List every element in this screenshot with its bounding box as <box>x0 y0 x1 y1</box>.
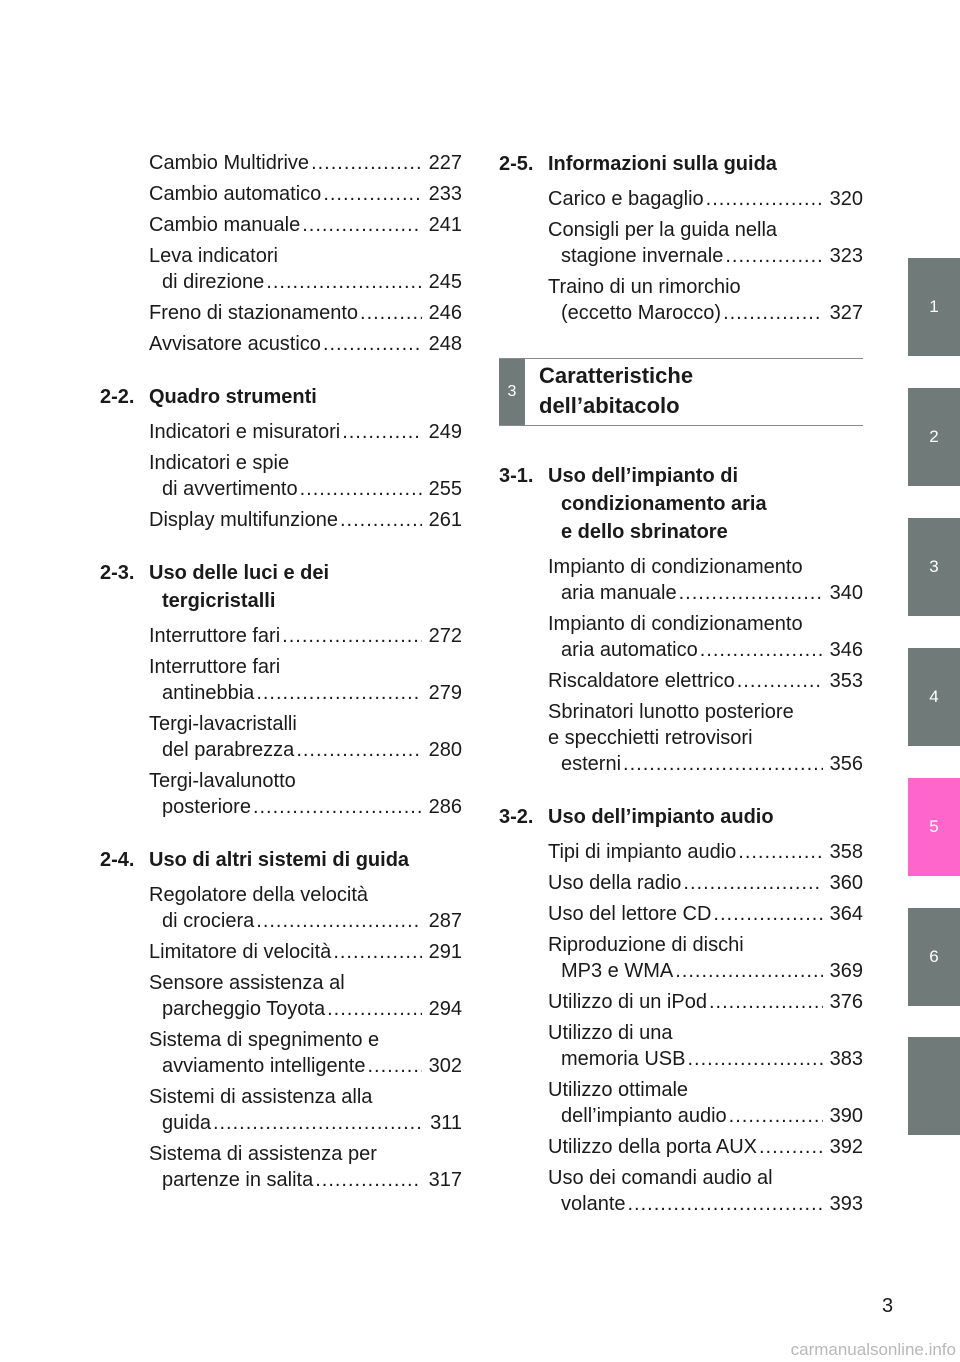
entry-title-line: di direzione <box>162 271 265 293</box>
entry-page-number: 241 <box>428 214 462 236</box>
leader-dots <box>623 751 823 777</box>
chapter-tab-5[interactable]: 5 <box>908 778 960 876</box>
leader-dots <box>311 150 422 176</box>
entry-title-line: Avvisatore acustico <box>149 333 321 355</box>
section-number: 3-1. <box>499 465 534 487</box>
entry-last-line <box>149 1053 462 1079</box>
section-number: 2-2. <box>100 386 135 408</box>
entry-title-line: e specchietti retrovisori <box>548 727 753 749</box>
section-number: 3-2. <box>499 806 534 828</box>
entry-last-line <box>149 996 462 1022</box>
leader-dots <box>302 212 422 238</box>
chapter-number-box: 3 <box>499 359 525 425</box>
toc-entry[interactable] <box>100 623 462 649</box>
leader-dots <box>213 1110 422 1136</box>
entry-title-line: Uso del lettore CD <box>548 903 712 925</box>
section-title-line: tergicristalli <box>162 590 276 612</box>
entry-last-line <box>548 751 863 777</box>
entry-last-line <box>548 901 863 927</box>
entry-page-number: 261 <box>428 509 462 531</box>
entry-title-line: aria manuale <box>561 582 677 604</box>
entry-page-number: 383 <box>829 1048 863 1070</box>
watermark: carmanualsonline.info <box>790 1340 956 1359</box>
entry-last-line <box>548 1191 863 1217</box>
entry-title-line: Freno di stazionamento <box>149 302 359 324</box>
section-heading <box>499 150 863 178</box>
entry-title-line: Sensore assistenza al <box>149 972 345 994</box>
leader-dots <box>253 794 422 820</box>
entry-last-line <box>548 580 863 606</box>
section-number: 2-4. <box>100 849 135 871</box>
entry-last-line <box>149 419 462 445</box>
entry-last-line <box>149 1110 462 1136</box>
entry-title-line: Carico e bagaglio <box>548 188 704 210</box>
entry-last-line <box>548 1103 863 1129</box>
toc-entry[interactable] <box>499 668 863 694</box>
leader-dots <box>296 737 422 763</box>
entry-last-line <box>149 269 462 295</box>
toc-entry[interactable] <box>100 150 462 176</box>
leader-dots <box>342 419 422 445</box>
entry-title-line: antinebbia <box>162 682 255 704</box>
entry-last-line <box>548 668 863 694</box>
toc-entry[interactable] <box>100 507 462 533</box>
entry-page-number: 255 <box>428 478 462 500</box>
entry-title-line: Impianto di condizionamento <box>548 613 803 635</box>
toc-entry[interactable] <box>100 300 462 326</box>
entry-last-line <box>149 1167 462 1193</box>
toc-entry[interactable] <box>499 699 863 777</box>
entry-last-line <box>548 243 863 269</box>
entry-title-line: (eccetto Marocco) <box>561 302 722 324</box>
entry-last-line <box>149 737 462 763</box>
toc-entry[interactable] <box>100 1084 462 1136</box>
leader-dots <box>323 331 422 357</box>
section-heading <box>499 803 863 831</box>
entry-title-line: partenze in salita <box>162 1169 314 1191</box>
entry-page-number: 364 <box>829 903 863 925</box>
entry-last-line <box>149 331 462 357</box>
entry-page-number: 279 <box>428 682 462 704</box>
entry-last-line <box>548 637 863 663</box>
entry-page-number: 356 <box>829 753 863 775</box>
entry-title-line: Utilizzo ottimale <box>548 1079 689 1101</box>
entry-title-line: Indicatori e spie <box>149 452 290 474</box>
leader-dots <box>256 908 422 934</box>
page-number: 3 <box>882 1295 894 1317</box>
entry-last-line <box>149 150 462 176</box>
chapter-tab-3[interactable]: 3 <box>908 518 960 616</box>
chapter-tab-1[interactable]: 1 <box>908 258 960 356</box>
toc-entry[interactable] <box>499 870 863 896</box>
entry-title-line: esterni <box>561 753 622 775</box>
entry-title-line: Display multifunzione <box>149 509 338 531</box>
toc-entry[interactable] <box>499 1020 863 1072</box>
entry-page-number: 233 <box>428 183 462 205</box>
entry-title-line: Uso dei comandi audio al <box>548 1167 773 1189</box>
leader-dots <box>759 1134 823 1160</box>
entry-title-line: Sbrinatori lunotto posteriore <box>548 701 794 723</box>
toc-entry[interactable] <box>499 1134 863 1160</box>
entry-title-line: avviamento intelligente <box>162 1055 366 1077</box>
chapter-title-line: dell’abitacolo <box>539 393 680 418</box>
entry-page-number: 249 <box>428 421 462 443</box>
entry-last-line <box>548 958 863 984</box>
toc-entry[interactable] <box>100 1141 462 1193</box>
chapter-tab-index[interactable] <box>908 1037 960 1135</box>
leader-dots <box>700 637 823 663</box>
section-title-line: Quadro strumenti <box>149 386 317 408</box>
toc-entry[interactable] <box>100 212 462 238</box>
entry-title-line: MP3 e WMA <box>561 960 674 982</box>
entry-page-number: 227 <box>428 152 462 174</box>
entry-page-number: 291 <box>428 941 462 963</box>
section-heading <box>100 846 462 874</box>
toc-entry[interactable] <box>100 970 462 1022</box>
leader-dots <box>333 939 422 965</box>
entry-page-number: 311 <box>430 1112 462 1134</box>
section-heading <box>100 383 462 411</box>
entry-last-line <box>548 1134 863 1160</box>
entry-page-number: 286 <box>428 796 462 818</box>
section-heading <box>499 462 863 546</box>
section-title-line: e dello sbrinatore <box>561 521 728 543</box>
section-title-line: Uso dell’impianto audio <box>548 806 774 828</box>
entry-last-line <box>548 1046 863 1072</box>
entry-page-number: 390 <box>829 1105 863 1127</box>
entry-title-line: del parabrezza <box>162 739 295 761</box>
leader-dots <box>738 839 823 865</box>
leader-dots <box>282 623 422 649</box>
toc-entry[interactable] <box>100 711 462 763</box>
entry-title-line: Tergi-lavalunotto <box>149 770 296 792</box>
entry-last-line <box>149 476 462 502</box>
entry-last-line <box>548 839 863 865</box>
entry-title-line: Leva indicatori <box>149 245 278 267</box>
toc-entry[interactable] <box>100 1027 462 1079</box>
toc-entry[interactable] <box>499 1077 863 1129</box>
entry-page-number: 280 <box>428 739 462 761</box>
entry-title-line: Utilizzo della porta AUX <box>548 1136 757 1158</box>
leader-dots <box>360 300 422 326</box>
entry-page-number: 317 <box>428 1169 462 1191</box>
toc-entry[interactable] <box>499 932 863 984</box>
leader-dots <box>367 1053 422 1079</box>
entry-page-number: 353 <box>829 670 863 692</box>
entry-page-number: 248 <box>428 333 462 355</box>
toc-right-column <box>499 150 863 1222</box>
toc-entry[interactable] <box>499 839 863 865</box>
entry-last-line <box>548 300 863 326</box>
leader-dots <box>737 668 823 694</box>
chapter-tab-2[interactable]: 2 <box>908 388 960 486</box>
entry-page-number: 358 <box>829 841 863 863</box>
entry-title-line: Sistema di spegnimento e <box>149 1029 380 1051</box>
section-number: 2-5. <box>499 153 534 175</box>
section-number: 2-3. <box>100 562 135 584</box>
entry-title-line: Sistema di assistenza per <box>149 1143 377 1165</box>
leader-dots <box>675 958 823 984</box>
leader-dots <box>323 181 422 207</box>
entry-title-line: di avvertimento <box>162 478 298 500</box>
section-title-line: Uso delle luci e dei <box>149 562 330 584</box>
entry-page-number: 287 <box>428 910 462 932</box>
toc-entry[interactable] <box>100 450 462 502</box>
entry-title-line: Limitatore di velocità <box>149 941 332 963</box>
toc-entry[interactable] <box>100 768 462 820</box>
entry-page-number: 346 <box>829 639 863 661</box>
entry-title-line: Interruttore fari <box>149 625 281 647</box>
leader-dots <box>713 901 823 927</box>
toc-entry[interactable] <box>499 186 863 212</box>
entry-title-line: dell’impianto audio <box>561 1105 727 1127</box>
leader-dots <box>723 300 823 326</box>
entry-page-number: 393 <box>829 1193 863 1215</box>
chapter-header <box>499 358 863 426</box>
leader-dots <box>256 680 422 706</box>
toc-entry[interactable] <box>499 989 863 1015</box>
entry-last-line <box>149 680 462 706</box>
entry-title-line: aria automatico <box>561 639 698 661</box>
toc-left-column <box>100 150 462 1198</box>
entry-title-line: Tergi-lavacristalli <box>149 713 297 735</box>
leader-dots <box>683 870 823 896</box>
entry-page-number: 340 <box>829 582 863 604</box>
entry-title-line: Uso della radio <box>548 872 682 894</box>
leader-dots <box>709 989 823 1015</box>
entry-last-line <box>149 794 462 820</box>
entry-title-line: Cambio manuale <box>149 214 301 236</box>
entry-title-line: Tipi di impianto audio <box>548 841 737 863</box>
section-title-line: condizionamento aria <box>561 493 767 515</box>
entry-last-line <box>548 870 863 896</box>
entry-last-line <box>548 989 863 1015</box>
leader-dots <box>725 243 823 269</box>
entry-title-line: volante <box>561 1193 626 1215</box>
toc-entry[interactable] <box>499 217 863 269</box>
entry-title-line: Riproduzione di dischi <box>548 934 744 956</box>
leader-dots <box>706 186 823 212</box>
entry-title-line: Traino di un rimorchio <box>548 276 741 298</box>
entry-page-number: 246 <box>428 302 462 324</box>
entry-last-line <box>149 212 462 238</box>
entry-last-line <box>149 181 462 207</box>
entry-last-line <box>548 186 863 212</box>
entry-last-line <box>149 300 462 326</box>
entry-page-number: 369 <box>829 960 863 982</box>
entry-title-line: stagione invernale <box>561 245 724 267</box>
entry-page-number: 360 <box>829 872 863 894</box>
section-title-line: Uso dell’impianto di <box>548 465 739 487</box>
leader-dots <box>327 996 422 1022</box>
toc-entry[interactable] <box>499 1165 863 1217</box>
toc-entry[interactable] <box>499 611 863 663</box>
entry-title-line: Indicatori e misuratori <box>149 421 341 443</box>
toc-entry[interactable] <box>100 419 462 445</box>
entry-title-line: guida <box>162 1112 211 1134</box>
leader-dots <box>729 1103 823 1129</box>
entry-title-line: Regolatore della velocità <box>149 884 369 906</box>
entry-page-number: 327 <box>829 302 863 324</box>
entry-title-line: di crociera <box>162 910 255 932</box>
entry-title-line: Utilizzo di un iPod <box>548 991 707 1013</box>
entry-title-line: Sistemi di assistenza alla <box>149 1086 373 1108</box>
toc-entry[interactable] <box>100 331 462 357</box>
toc-entry[interactable] <box>100 181 462 207</box>
entry-last-line <box>149 507 462 533</box>
chapter-tab-6[interactable]: 6 <box>908 908 960 1006</box>
chapter-tab-4[interactable]: 4 <box>908 648 960 746</box>
leader-dots <box>315 1167 422 1193</box>
toc-entry[interactable] <box>499 274 863 326</box>
entry-last-line <box>149 623 462 649</box>
leader-dots <box>300 476 422 502</box>
entry-page-number: 294 <box>428 998 462 1020</box>
section-heading <box>100 559 462 615</box>
entry-last-line <box>149 908 462 934</box>
toc-entry[interactable] <box>100 654 462 706</box>
toc-entry[interactable] <box>100 882 462 934</box>
entry-title-line: parcheggio Toyota <box>162 998 326 1020</box>
toc-entry[interactable] <box>100 243 462 295</box>
entry-page-number: 392 <box>829 1136 863 1158</box>
entry-page-number: 323 <box>829 245 863 267</box>
entry-page-number: 272 <box>428 625 462 647</box>
chapter-title-line: Caratteristiche <box>539 363 694 388</box>
entry-page-number: 245 <box>428 271 462 293</box>
entry-page-number: 302 <box>428 1055 462 1077</box>
entry-title-line: posteriore <box>162 796 251 818</box>
entry-title-line: Utilizzo di una <box>548 1022 673 1044</box>
section-title-line: Uso di altri sistemi di guida <box>149 849 410 871</box>
toc-entry[interactable] <box>100 939 462 965</box>
entry-page-number: 376 <box>829 991 863 1013</box>
toc-entry[interactable] <box>499 554 863 606</box>
entry-page-number: 320 <box>829 188 863 210</box>
entry-title-line: Impianto di condizionamento <box>548 556 803 578</box>
leader-dots <box>687 1046 823 1072</box>
leader-dots <box>679 580 823 606</box>
entry-title-line: Consigli per la guida nella <box>548 219 778 241</box>
entry-last-line <box>149 939 462 965</box>
entry-title-line: Riscaldatore elettrico <box>548 670 735 692</box>
toc-entry[interactable] <box>499 901 863 927</box>
leader-dots <box>340 507 422 533</box>
leader-dots <box>628 1191 824 1217</box>
section-title-line: Informazioni sulla guida <box>548 153 777 175</box>
chapter-title <box>539 361 693 421</box>
entry-title-line: Cambio Multidrive <box>149 152 310 174</box>
leader-dots <box>266 269 422 295</box>
entry-title-line: Cambio automatico <box>149 183 322 205</box>
entry-title-line: Interruttore fari <box>149 656 281 678</box>
entry-title-line: memoria USB <box>561 1048 686 1070</box>
